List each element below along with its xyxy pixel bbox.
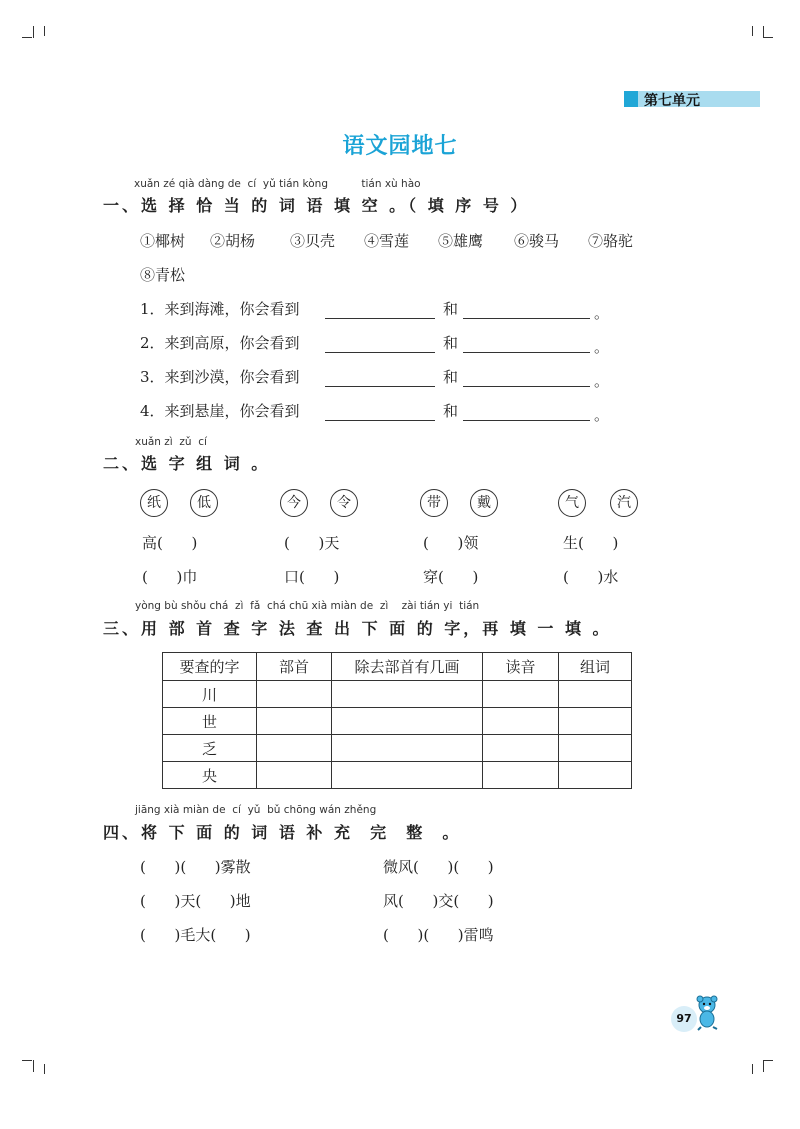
crop-mark-top-left xyxy=(22,26,34,38)
lookup-char: 央 xyxy=(163,762,257,789)
question-2-text: 2．来到高原，你会看到 xyxy=(140,334,300,352)
table-cell[interactable] xyxy=(559,681,632,708)
bear-mascot-icon xyxy=(693,995,721,1031)
option-2: ②胡杨 xyxy=(210,232,256,250)
table-cell[interactable] xyxy=(257,681,332,708)
question-3-and: 和 xyxy=(443,368,459,386)
option-1: ①椰树 xyxy=(140,232,186,250)
option-6: ⑥骏马 xyxy=(514,232,560,250)
table-cell[interactable] xyxy=(257,762,332,789)
option-5: ⑤雄鹰 xyxy=(438,232,484,250)
table-cell[interactable] xyxy=(332,762,483,789)
idiom-fill-left-3[interactable]: ( )毛大( ) xyxy=(140,926,251,944)
option-7: ⑦骆驼 xyxy=(588,232,634,250)
table-cell[interactable] xyxy=(559,735,632,762)
char-circle: 汽 xyxy=(610,489,638,517)
question-2-end: 。 xyxy=(594,338,610,356)
word-fill-4b[interactable]: ( )水 xyxy=(563,568,619,586)
table-header: 组词 xyxy=(559,653,632,681)
crop-mark-bottom-left-2 xyxy=(44,1064,56,1076)
word-fill-4a[interactable]: 生( ) xyxy=(563,534,619,552)
question-3-blank-a[interactable] xyxy=(325,386,435,387)
word-fill-3b[interactable]: 穿( ) xyxy=(423,568,479,586)
table-header-row xyxy=(163,653,632,681)
idiom-fill-left-1[interactable]: ( )( )雾散 xyxy=(140,858,251,876)
crop-mark-top-right xyxy=(763,26,775,38)
table-cell[interactable] xyxy=(559,708,632,735)
lookup-char: 乏 xyxy=(163,735,257,762)
question-1-end: 。 xyxy=(594,304,610,322)
unit-tab xyxy=(624,91,760,107)
char-circle: 低 xyxy=(190,489,218,517)
word-fill-2a[interactable]: ( )天 xyxy=(284,534,340,552)
question-1-and: 和 xyxy=(443,300,459,318)
idiom-fill-right-3[interactable]: ( )( )雷鸣 xyxy=(383,926,494,944)
char-circle: 气 xyxy=(558,489,586,517)
question-4-blank-b[interactable] xyxy=(463,420,590,421)
section1-pinyin: xuǎn zé qià dàng de cí yǔ tián kòng tián xù hào xyxy=(134,178,421,190)
question-3-blank-b[interactable] xyxy=(463,386,590,387)
table-cell[interactable] xyxy=(332,708,483,735)
table-cell[interactable] xyxy=(257,708,332,735)
char-circle: 戴 xyxy=(470,489,498,517)
question-4-end: 。 xyxy=(594,406,610,424)
char-circle: 今 xyxy=(280,489,308,517)
table-row xyxy=(163,735,632,762)
char-circle: 纸 xyxy=(140,489,168,517)
question-2-blank-b[interactable] xyxy=(463,352,590,353)
section2-pinyin: xuǎn zì zǔ cí xyxy=(135,436,207,448)
word-fill-3a[interactable]: ( )领 xyxy=(423,534,479,552)
question-4-text: 4．来到悬崖，你会看到 xyxy=(140,402,300,420)
question-1-text: 1．来到海滩，你会看到 xyxy=(140,300,300,318)
table-cell[interactable] xyxy=(257,735,332,762)
char-circle: 令 xyxy=(330,489,358,517)
idiom-fill-left-2[interactable]: ( )天( )地 xyxy=(140,892,251,910)
unit-tab-marker xyxy=(624,91,638,107)
word-fill-1a[interactable]: 高( ) xyxy=(142,534,198,552)
option-4: ④雪莲 xyxy=(364,232,410,250)
question-2-and: 和 xyxy=(443,334,459,352)
crop-mark-top-left-2 xyxy=(44,26,56,38)
idiom-fill-right-1[interactable]: 微风( )( ) xyxy=(383,858,494,876)
word-fill-1b[interactable]: ( )巾 xyxy=(142,568,198,586)
lookup-char: 世 xyxy=(163,708,257,735)
table-row xyxy=(163,762,632,789)
idiom-fill-right-2[interactable]: 风( )交( ) xyxy=(383,892,494,910)
lookup-char: 川 xyxy=(163,681,257,708)
section2-heading: 二、选 字 组 词 。 xyxy=(103,454,271,473)
section3-heading: 三、用 部 首 查 字 法 查 出 下 面 的 字，再 填 一 填 。 xyxy=(103,619,612,638)
crop-mark-bottom-left xyxy=(22,1060,34,1072)
question-3-text: 3．来到沙漠，你会看到 xyxy=(140,368,300,386)
page-title: 语文园地七 xyxy=(342,134,458,159)
question-2-blank-a[interactable] xyxy=(325,352,435,353)
table-cell[interactable] xyxy=(332,681,483,708)
char-circle: 带 xyxy=(420,489,448,517)
table-header: 读音 xyxy=(483,653,559,681)
question-1-blank-a[interactable] xyxy=(325,318,435,319)
question-1-blank-b[interactable] xyxy=(463,318,590,319)
question-3-end: 。 xyxy=(594,372,610,390)
table-cell[interactable] xyxy=(483,762,559,789)
option-8: ⑧青松 xyxy=(140,266,186,284)
table-cell[interactable] xyxy=(332,735,483,762)
option-3: ③贝壳 xyxy=(290,232,336,250)
table-header: 要查的字 xyxy=(163,653,257,681)
table-row xyxy=(163,708,632,735)
section1-heading: 一、选 择 恰 当 的 词 语 填 空 。（ 填 序 号 ） xyxy=(103,196,530,215)
table-cell[interactable] xyxy=(483,681,559,708)
table-header: 除去部首有几画 xyxy=(332,653,483,681)
section3-pinyin: yòng bù shǒu chá zì fǎ chá chū xià miàn de zì zài tián yi tián xyxy=(135,600,480,612)
table-header: 部首 xyxy=(257,653,332,681)
question-4-and: 和 xyxy=(443,402,459,420)
page-number: 97 xyxy=(671,1006,697,1032)
table-cell[interactable] xyxy=(483,708,559,735)
lookup-table xyxy=(162,652,632,789)
unit-label: 第七单元 xyxy=(644,93,700,109)
section4-heading: 四、将 下 面 的 词 语 补 充 完 整 。 xyxy=(103,823,462,842)
word-fill-2b[interactable]: 口( ) xyxy=(284,568,340,586)
table-row xyxy=(163,681,632,708)
table-cell[interactable] xyxy=(483,735,559,762)
question-4-blank-a[interactable] xyxy=(325,420,435,421)
table-cell[interactable] xyxy=(559,762,632,789)
crop-mark-bottom-right xyxy=(763,1060,775,1072)
section4-pinyin: jiāng xià miàn de cí yǔ bǔ chōng wán zhěng xyxy=(135,804,377,816)
